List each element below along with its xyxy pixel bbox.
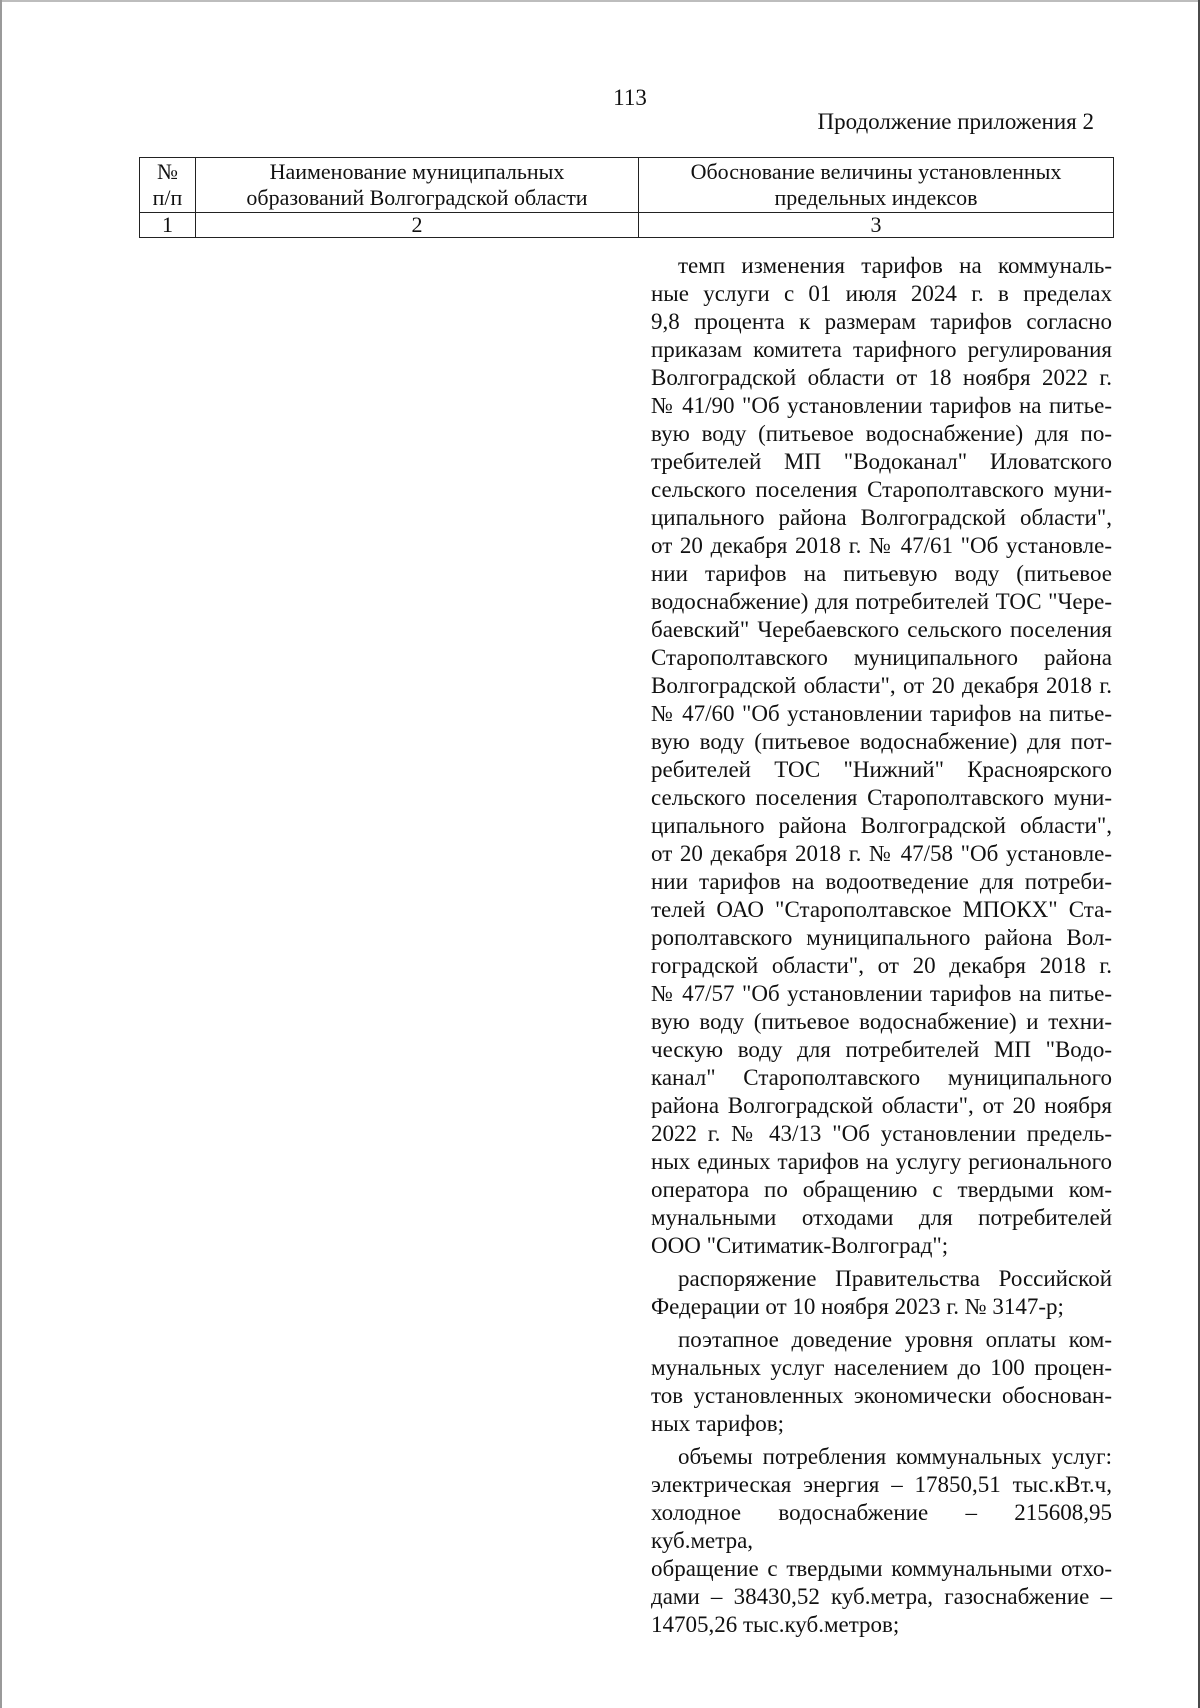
header-table	[139, 157, 1114, 238]
text-line: 2022 г. № 43/13 "Об установлении предель-	[651, 1121, 1112, 1146]
text-line: Старополтавского муниципального района	[651, 645, 1112, 670]
text-line: 9,8 процента к размерам тарифов согласно	[651, 309, 1112, 334]
text-line: обращение с твердыми коммунальными отхо-	[651, 1556, 1112, 1581]
text-line: вую воду (питьевое водоснабжение) и техни-	[651, 1009, 1112, 1034]
text-line: от 20 декабря 2018 г. № 47/58 "Об установле-	[651, 841, 1112, 866]
table-column-numbers-row	[140, 213, 1114, 238]
text-line: 14705,26 тыс.куб.метров;	[651, 1612, 900, 1637]
text-line: сельского поселения Старополтавского муни-	[651, 477, 1112, 502]
text-line: распоряжение Правительства Российской	[678, 1266, 1112, 1291]
header-cell-justification	[639, 158, 1114, 213]
header-cell-number	[140, 158, 196, 213]
text-line: вую воду (питьевое водоснабжение) для по-	[651, 421, 1112, 446]
page-number: 113	[613, 85, 647, 110]
header-cell-number-line: №	[157, 159, 178, 184]
header-cell-justification-line: предельных индексов	[774, 185, 978, 210]
text-line: электрическая энергия – 17850,51 тыс.кВт.ч,	[651, 1472, 1112, 1497]
text-line: № 41/90 "Об установлении тарифов на питье-	[651, 393, 1112, 418]
text-line: канал" Старополтавского муниципального	[651, 1065, 1112, 1090]
text-line: требителей МП "Водоканал" Иловатского	[651, 449, 1112, 474]
header-cell-justification-line: Обоснование величины установленных	[690, 159, 1062, 184]
text-line: сельского поселения Старополтавского муни-	[651, 785, 1112, 810]
text-line: № 47/57 "Об установлении тарифов на питье-	[651, 981, 1112, 1006]
text-paragraph	[651, 1326, 1112, 1438]
column-number-1: 1	[140, 213, 196, 238]
text-paragraph	[651, 1443, 1112, 1639]
text-line: рополтавского муниципального района Вол-	[651, 925, 1112, 950]
text-line: вую воду (питьевое водоснабжение) для пот-	[651, 729, 1112, 754]
table-header-row	[140, 158, 1114, 213]
text-line: Волгоградской области", от 20 декабря 2018 г.	[651, 673, 1112, 698]
text-line: темп изменения тарифов на коммуналь-	[678, 253, 1112, 278]
scan-edge-left	[0, 0, 2, 1708]
text-line: водоснабжение) для потребителей ТОС "Чере-	[651, 589, 1112, 614]
text-line: ципального района Волгоградской области",	[651, 505, 1112, 530]
text-line: Федерации от 10 ноября 2023 г. № 3147-р;	[651, 1294, 1064, 1319]
text-line: оператора по обращению с твердыми ком-	[651, 1177, 1112, 1202]
text-line: Волгоградской области от 18 ноября 2022 г.	[651, 365, 1112, 390]
text-line: от 20 декабря 2018 г. № 47/61 "Об установле-	[651, 533, 1112, 558]
text-line: баевский" Черебаевского сельского поселения	[651, 617, 1112, 642]
text-paragraph	[651, 252, 1112, 1260]
text-line: нии тарифов на водоотведение для потреби-	[651, 869, 1112, 894]
text-line: нии тарифов на питьевую воду (питьевое	[651, 561, 1112, 586]
text-paragraph	[651, 1265, 1112, 1321]
text-line: ческую воду для потребителей МП "Водо-	[651, 1037, 1112, 1062]
text-line: холодное водоснабжение – 215608,95 куб.метра,	[651, 1500, 1112, 1553]
text-line: объемы потребления коммунальных услуг:	[678, 1444, 1112, 1469]
text-line: ципального района Волгоградской области",	[651, 813, 1112, 838]
text-line: дами – 38430,52 куб.метра, газоснабжение –	[651, 1584, 1112, 1609]
header-cell-municipality-line: образований Волгоградской области	[246, 185, 588, 210]
justification-text	[651, 252, 1112, 1644]
header-cell-municipality	[196, 158, 639, 213]
text-line: ООО "Ситиматик-Волгоград";	[651, 1233, 949, 1258]
appendix-continuation-note: Продолжение приложения 2	[817, 109, 1094, 134]
text-line: поэтапное доведение уровня оплаты ком-	[678, 1327, 1112, 1352]
text-line: ных тарифов;	[651, 1411, 785, 1436]
header-cell-municipality-line: Наименование муниципальных	[269, 159, 565, 184]
text-line: тов установленных экономически обоснован-	[651, 1383, 1112, 1408]
text-line: приказам комитета тарифного регулирования	[651, 337, 1112, 362]
column-number-3: 3	[639, 213, 1114, 238]
text-line: мунальными отходами для потребителей	[651, 1205, 1112, 1230]
text-line: мунальных услуг населением до 100 процен-	[651, 1355, 1112, 1380]
text-line: телей ОАО "Старополтавское МПОКХ" Ста-	[651, 897, 1112, 922]
text-line: ребителей ТОС "Нижний" Красноярского	[651, 757, 1112, 782]
text-line: ных единых тарифов на услугу регионального	[651, 1149, 1112, 1174]
scan-edge-top	[0, 0, 1200, 2]
text-line: ные услуги с 01 июля 2024 г. в пределах	[651, 281, 1112, 306]
column-number-2: 2	[196, 213, 639, 238]
text-line: района Волгоградской области", от 20 ноября	[651, 1093, 1112, 1118]
text-line: № 47/60 "Об установлении тарифов на питье-	[651, 701, 1112, 726]
text-line: гоградской области", от 20 декабря 2018 г.	[651, 953, 1112, 978]
header-cell-number-line: п/п	[152, 185, 183, 210]
